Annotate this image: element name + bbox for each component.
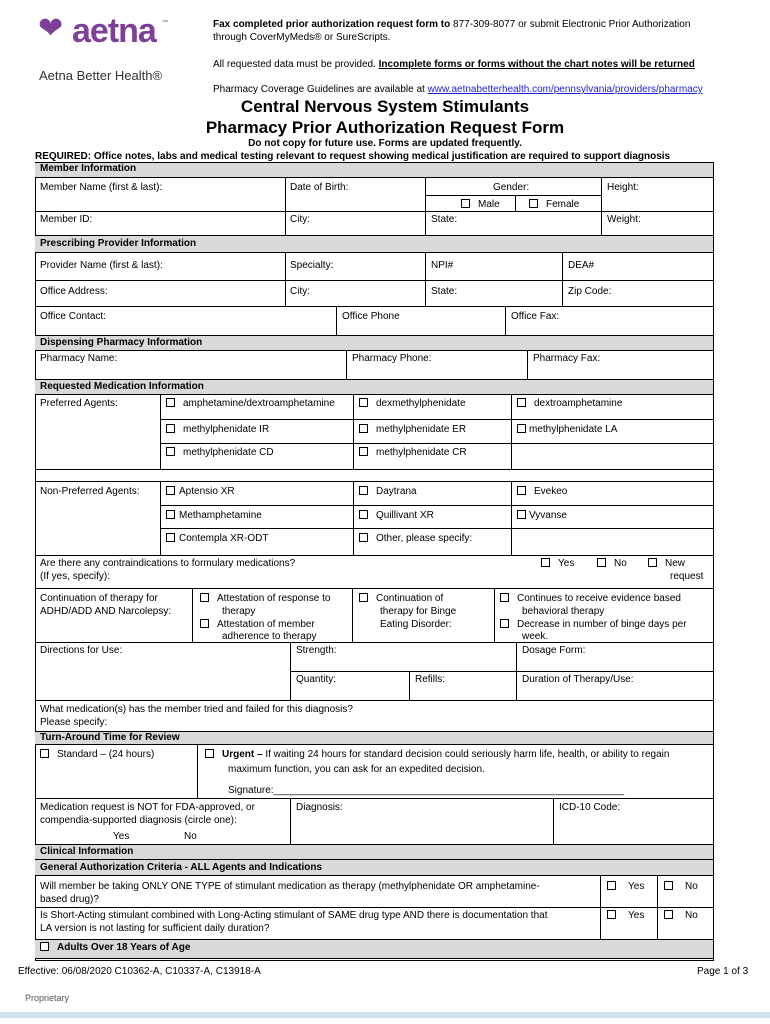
member-city-label: City: [290,214,310,225]
option-label: Attestation of member [217,619,315,630]
office-phone-label: Office Phone [342,311,400,322]
trademark-mark: ™ [162,20,168,26]
page-bottom-bar [0,1008,770,1024]
criteria-question-2 [40,909,547,935]
binge-line3: Eating Disorder: [380,619,452,630]
fax-instruction [213,18,690,44]
checkbox[interactable] [359,424,368,433]
checkbox[interactable] [517,510,526,519]
heart-icon: ❤ [38,12,64,45]
binge-continuation-option[interactable] [359,592,443,605]
required-text: All requested data must be provided. [213,59,379,70]
diagnosis-label: Diagnosis: [296,802,343,813]
brand-subtitle: Aetna Better Health® [39,68,163,83]
tried-line1: What medication(s) has the member tried and failed for this diagnosis? [40,704,353,715]
nonpreferred-option[interactable] [517,485,567,498]
standard-label: Standard – (24 hours) [57,749,155,760]
refills-label: Refills: [415,674,446,685]
option-label: methylphenidate ER [376,424,467,435]
section-medication-info: Requested Medication Information [35,379,713,395]
option-label: dexmethylphenidate [376,398,466,409]
checkbox[interactable] [166,510,175,519]
behavioral-therapy-option[interactable] [500,592,681,605]
option-label: Aptensio XR [179,486,235,497]
checkbox[interactable] [166,486,175,495]
q2-line2: LA version is not lasting for sufficient daily duration? [40,923,270,934]
option-label: Methamphetamine [179,510,262,521]
checkbox[interactable] [500,619,509,628]
no-checkbox[interactable] [664,910,673,919]
not-fda-no[interactable]: No [184,831,197,842]
checkbox[interactable] [517,398,526,407]
not-fda-line1: Medication request is NOT for FDA-approved, or [40,802,255,813]
criteria-question-1 [40,880,540,906]
adults-label: Adults Over 18 Years of Age [57,942,191,953]
no-checkbox[interactable] [597,558,606,567]
male-checkbox[interactable] [461,199,470,208]
npi-label: NPI# [431,260,454,271]
dosage-form-label: Dosage Form: [522,645,586,656]
checkbox[interactable] [166,398,175,407]
contraindication-question [40,557,295,583]
brand-name: aetna [72,12,156,50]
required-underlined: Incomplete forms or forms without the chart notes will be returned [378,59,695,70]
nonpreferred-option[interactable] [359,532,472,545]
female-label: Female [546,199,580,210]
q2-no-option[interactable] [664,909,698,922]
option-label: Continues to receive evidence based [517,593,681,604]
required-data-notice [213,58,695,71]
option-label: Decrease in number of binge days per [517,619,687,630]
preferred-agents-label: Preferred Agents: [40,398,118,409]
binge-line2: therapy for Binge [380,606,457,617]
checkbox[interactable] [359,533,368,542]
section-clinical-info: Clinical Information [35,844,713,860]
option-label: Quillivant XR [376,510,434,521]
option-label: dextroamphetamine [534,398,623,409]
section-pharmacy-info: Dispensing Pharmacy Information [35,335,713,351]
checkbox[interactable] [200,619,209,628]
contra-line1: Are there any contraindications to formulary medications? [40,558,296,569]
height-label: Height: [607,182,639,193]
not-fda-yes[interactable]: Yes [113,831,130,842]
preferred-option[interactable] [166,446,274,459]
nonpreferred-option[interactable] [166,509,262,522]
tried-line2: Please specify: [40,717,108,728]
male-option[interactable] [461,198,500,211]
attest-response-line2: therapy [222,606,256,617]
fax-bold: Fax completed prior authorization request form to [213,19,451,30]
yes-label: Yes [558,558,575,569]
dob-label: Date of Birth: [290,182,349,193]
yes-label: Yes [628,881,645,892]
checkbox[interactable] [200,593,209,602]
page-number: Page 1 of 3 [697,966,749,977]
preferred-option[interactable] [166,397,335,410]
member-id-label: Member ID: [40,214,93,225]
yes-checkbox[interactable] [541,558,550,567]
preferred-option[interactable] [517,423,617,436]
copy-note: Do not copy for future use. Forms are updated frequently. [248,138,522,149]
new-request-label: New [665,558,686,569]
checkbox[interactable] [359,510,368,519]
duration-label: Duration of Therapy/Use: [522,674,634,685]
provider-name-label: Provider Name (first & last): [40,260,163,271]
pharmacy-name-label: Pharmacy Name: [40,353,118,364]
urgent-bold: Urgent – [222,749,263,760]
directions-label: Directions for Use: [40,645,123,656]
yes-checkbox[interactable] [607,910,616,919]
standard-option[interactable] [40,748,154,761]
specialty-label: Specialty: [290,260,334,271]
quantity-label: Quantity: [296,674,337,685]
option-label: amphetamine/dextroamphetamine [183,398,335,409]
option-label: Attestation of response to [217,593,331,604]
checkbox[interactable] [166,424,175,433]
yes-checkbox[interactable] [607,881,616,890]
option-label: methylphenidate CR [376,447,467,458]
male-label: Male [478,199,500,210]
section-turnaround: Turn-Around Time for Review [35,731,713,745]
nonpreferred-option[interactable] [517,509,567,522]
pharmacy-phone-label: Pharmacy Phone: [352,353,432,364]
preferred-option[interactable] [517,397,622,410]
preferred-option[interactable] [166,423,269,436]
pharmacy-fax-label: Pharmacy Fax: [533,353,601,364]
q2-line1: Is Short-Acting stimulant combined with Long-Acting stimulant of SAME drug type AND there is documentation that [40,910,548,921]
female-option[interactable] [529,198,579,211]
guidelines-notice [213,83,703,96]
contra-line2: (If yes, specify): [40,571,111,582]
general-criteria-header: General Authorization Criteria - ALL Agents and Indications [35,859,713,876]
contra-yes-option[interactable] [541,557,574,570]
attest-response-option[interactable] [200,592,330,605]
member-name-label: Member Name (first & last): [40,182,163,193]
weight-label: Weight: [607,214,641,225]
option-label: Vyvanse [529,510,567,521]
q2-yes-option[interactable] [607,909,644,922]
new-request-label-2: request [670,571,704,582]
no-checkbox[interactable] [664,881,673,890]
option-label: Continuation of [376,593,444,604]
member-state-label: State: [431,214,458,225]
fax-line2: through CoverMyMeds® or SureScripts. [213,32,391,43]
checkbox[interactable] [359,447,368,456]
office-address-label: Office Address: [40,286,108,297]
gender-label: Gender: [493,182,530,193]
evidence-line2: behavioral therapy [522,606,605,617]
not-fda-line2: compendia-supported diagnosis (circle one): [40,815,237,826]
fax-rest: 877-309-8077 or submit Electronic Prior Authorization [450,19,691,30]
option-label: Daytrana [376,486,417,497]
preferred-option[interactable] [359,397,466,410]
provider-state-label: State: [431,286,458,297]
option-label: methylphenidate LA [529,424,618,435]
preferred-option[interactable] [359,446,467,459]
checkbox[interactable] [517,424,526,433]
option-label: Contempla XR-ODT [179,533,269,544]
q1-yes-option[interactable] [607,880,644,893]
option-label: Evekeo [534,486,568,497]
aetna-logo [38,12,168,50]
option-label: methylphenidate CD [183,447,274,458]
continuation-adhd-label [40,592,171,618]
urgent-option[interactable] [205,748,669,761]
option-label: Other, please specify: [376,533,473,544]
zip-label: Zip Code: [568,286,612,297]
checkbox[interactable] [359,486,368,495]
nonpreferred-option[interactable] [166,485,235,498]
no-label: No [614,558,627,569]
form-title-line1: Central Nervous System Stimulants [240,97,530,116]
provider-city-label: City: [290,286,310,297]
no-label: No [685,881,698,892]
nonpreferred-option[interactable] [166,532,268,545]
section-prescriber-info: Prescribing Provider Information [35,235,713,253]
office-fax-label: Office Fax: [511,311,560,322]
office-contact-label: Office Contact: [40,311,106,322]
checkbox[interactable] [166,533,175,542]
q1-line1: Will member be taking ONLY ONE TYPE of stimulant medication as therapy (methylphenidate OR amphetamine- [40,881,540,892]
urgent-checkbox[interactable] [205,749,214,758]
checkbox[interactable] [359,593,368,602]
new-request-checkbox[interactable] [648,558,657,567]
standard-checkbox[interactable] [40,749,49,758]
checkbox[interactable] [166,447,175,456]
option-label: methylphenidate IR [183,424,270,435]
continuation-line2: ADHD/ADD AND Narcolepsy: [40,606,172,617]
checkbox[interactable] [500,593,509,602]
attest-adherence-line2: adherence to therapy [222,631,317,642]
form-title-line2: Pharmacy Prior Authorization Request Form [205,118,565,137]
new-request-option[interactable] [648,557,685,570]
guidelines-link[interactable]: www.aetnabetterhealth.com/pennsylvania/providers/pharmacy [427,84,703,95]
continuation-line1: Continuation of therapy for [40,593,158,604]
nonpreferred-option[interactable] [359,485,417,498]
guidelines-text: Pharmacy Coverage Guidelines are available at [213,84,428,95]
proprietary-label: Proprietary [25,993,70,1003]
effective-date: Effective: 06/08/2020 C10362-A, C10337-A, C13918-A [18,966,261,977]
checkbox[interactable] [359,398,368,407]
decrease-line2: week. [522,631,549,642]
section-member-info: Member Information [35,162,713,178]
preferred-option[interactable] [359,423,466,436]
q1-line2: based drug)? [40,894,99,905]
q1-no-option[interactable] [664,880,698,893]
urgent-text: If waiting 24 hours for standard decision could seriously harm life, health, or ability to regain [262,749,670,760]
signature-line[interactable]: Signature:_______________________________________________________________ [228,785,624,796]
dea-label: DEA# [568,260,595,271]
adults-header[interactable] [35,939,713,959]
no-label: No [685,910,698,921]
checkbox[interactable] [517,486,526,495]
female-checkbox[interactable] [529,199,538,208]
not-fda-question [40,801,255,827]
yes-label: Yes [628,910,645,921]
adults-checkbox[interactable] [40,942,49,951]
nonpreferred-agents-label: Non-Preferred Agents: [40,486,140,497]
tried-failed-question [40,703,353,729]
contra-no-option[interactable] [597,557,627,570]
strength-label: Strength: [296,645,337,656]
required-docs-note: REQUIRED: Office notes, labs and medical testing relevant to request showing medical justification are required to support diagnosis [35,151,671,162]
nonpreferred-option[interactable] [359,509,434,522]
icd10-label: ICD-10 Code: [559,802,621,813]
urgent-text-2: maximum function, you can ask for an expedited decision. [228,764,485,775]
